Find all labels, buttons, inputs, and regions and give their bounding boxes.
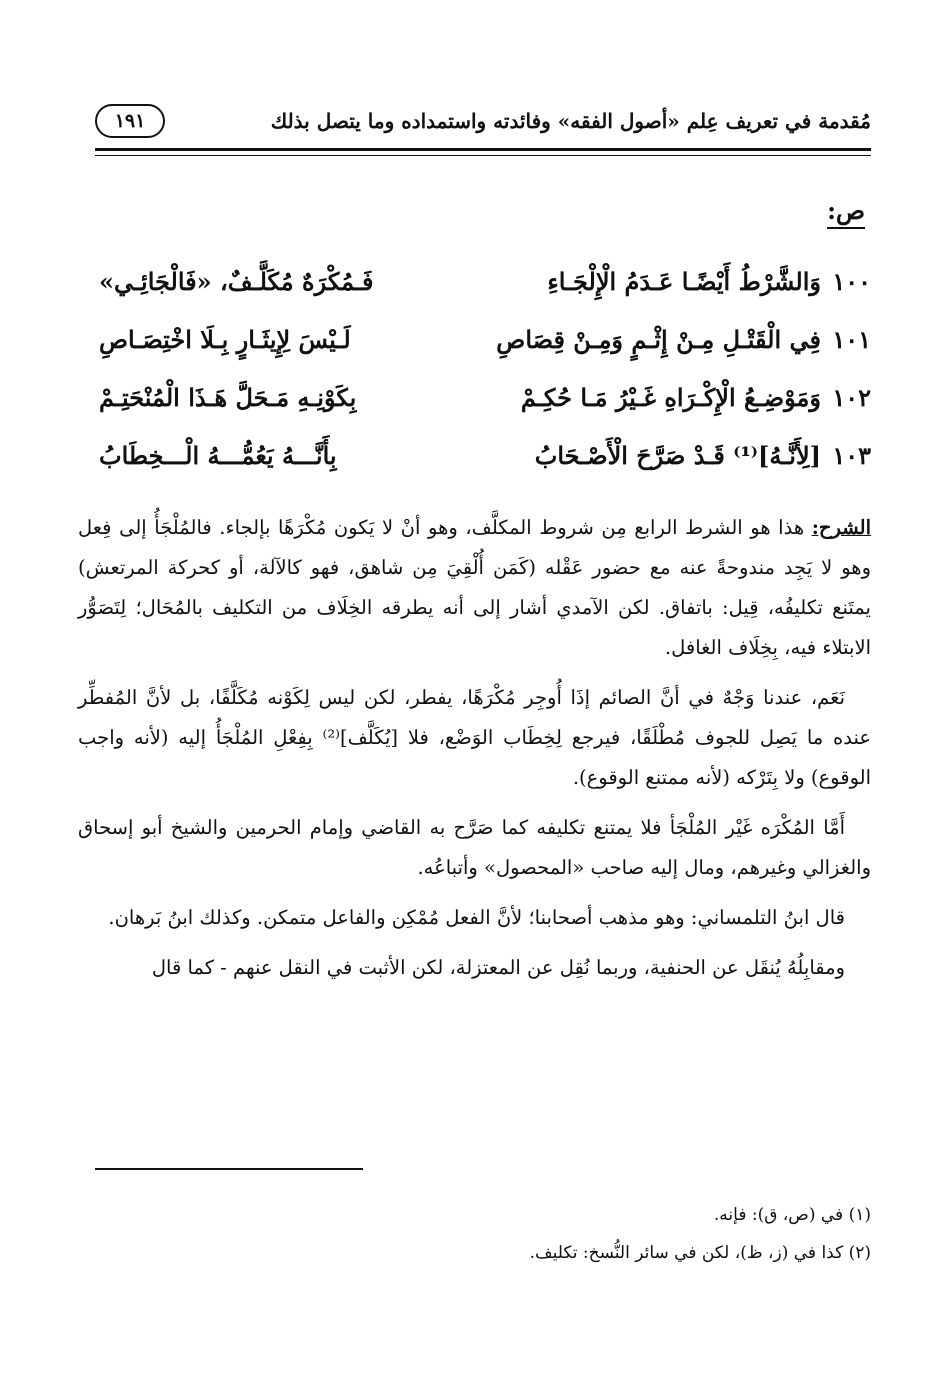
verse-number: ١٠١: [832, 324, 871, 354]
page-number: ١٩١: [95, 104, 165, 138]
verse-first-hemistich: [496, 325, 871, 354]
verse-second-hemistich: بِأَنَّـــهُ يَعُمُّـــهُ الْـــخِطَابُ: [99, 440, 337, 470]
verse-first-hemistich: [521, 383, 871, 412]
header-title: مُقدمة في تعريف عِلم «أصول الفقه» وفائدته واستمداده وما يتصل بذلك: [270, 109, 871, 133]
verse-line: [95, 368, 871, 426]
commentary-paragraph: أَمَّا المُكْرَه غَيْر المُلْجَأ فلا يمتنع تكليفه كما صَرَّح به القاضي وإمام الحرمين والشيخ أبو إسحاق والغزالي وغيرهم، ومال إليه صاحب «المحصول» وأتباعُه.: [78, 816, 871, 879]
verse-line: [95, 252, 871, 310]
verse-block: [95, 252, 871, 484]
footnote: (٢) كذا في (ز، ظ)، لكن في سائر النُّسخ: تكليف.: [529, 1243, 871, 1263]
verse-first-text: فِي الْقَتْـلِ مِـنْ إِثْـمٍ وَمِـنْ قِصَاصِ: [496, 324, 821, 354]
verse-line: [95, 310, 871, 368]
verse-first-text: وَالشَّرْطُ أَيْضًـا عَـدَمُ الْإِلْجَـاءِ: [547, 266, 821, 296]
footnote-separator: [95, 1168, 363, 1170]
sharh-label: الشرح:: [811, 516, 871, 539]
commentary-paragraph: ومقابِلُهُ يُنقَل عن الحنفية، وربما نُقِل عن المعتزلة، لكن الأثبت في النقل عنهم - كما قال: [151, 956, 845, 979]
commentary-paragraph: نَعَم، عندنا وَجْهٌ في أنَّ الصائم إذَا أُوجِر مُكْرَهًا، يفطر، لكن ليس لِكَوْنه مُكَلَّفًا، بل لأنَّ المُفطِّر عنده ما يَصِل للجوف مُطْلَقًا، فيرجع لِخِطَاب الوَضْع، فلا [يُكَلَّف]⁽²⁾ بِفِعْلِ المُلْجَأُ إليه (لأنه واجب الوقوع) ولا بِتَرْكه (لأنه ممتنع الوقوع).: [78, 686, 871, 789]
running-header: [95, 100, 871, 142]
commentary-paragraph: [78, 508, 871, 668]
verse-first-text: [لِأَنَّـهُ]⁽¹⁾ قَـدْ صَرَّحَ الْأَصْـحَابُ: [534, 440, 821, 470]
commentary-paragraph: قال ابنُ التلمساني: وهو مذهب أصحابنا؛ لأنَّ الفعل مُمْكِن والفاعل متمكن. وكذلك ابنُ بَرهان.: [108, 906, 845, 929]
verse-number: ١٠٠: [832, 266, 871, 296]
verse-second-hemistich: فَـمُكْرَهٌ مُكَلَّـفٌ، «فَالْجَائِـي»: [99, 266, 374, 296]
footnote: (١) في (ص، ق): فإنه.: [713, 1205, 871, 1225]
verse-number: ١٠٢: [832, 382, 871, 412]
verse-first-hemistich: [535, 441, 871, 470]
header-rule-thick: [95, 148, 871, 151]
header-rule-thin: [95, 155, 871, 156]
verse-second-hemistich: بِكَوْنِـهِ مَـحَلَّ هَـذَا الْمُنْحَتِـمْ: [99, 382, 357, 412]
verse-first-text: وَمَوْضِـعُ الْإِكْـرَاهِ غَـيْرُ مَـا حُكِـمْ: [520, 382, 821, 412]
verse-second-hemistich: لَـيْسَ لِإِيثَـارٍ بِـلَا اخْتِصَـاصِ: [99, 324, 351, 354]
matn-label: ص:: [827, 196, 865, 229]
verse-number: ١٠٣: [832, 440, 871, 470]
verse-first-hemistich: [547, 267, 871, 296]
commentary: [78, 508, 871, 998]
verse-line: [95, 426, 871, 484]
footnotes: [95, 1196, 871, 1272]
paragraph-text: هذا هو الشرط الرابع مِن شروط المكلَّف، وهو أنْ لا يَكون مُكْرَهًا بإلجاء. فالمُلْجَأُ إلى فِعل وهو لا يَجِد مندوحةً عنه مع حضور عَقْله (كَمَن أُلْقِيَ مِن شاهق، فهو كالآلة، أو كحركة المرتعش) يمتَنع تكليفُه، قِيل: باتفاق. لكن الآمدي أشار إلى أنه يطرقه الخِلَاف من التكليف بالمُحَال؛ لِتَصَوُّر الابتلاء فيه، بِخِلَاف الغافل.: [78, 516, 871, 659]
